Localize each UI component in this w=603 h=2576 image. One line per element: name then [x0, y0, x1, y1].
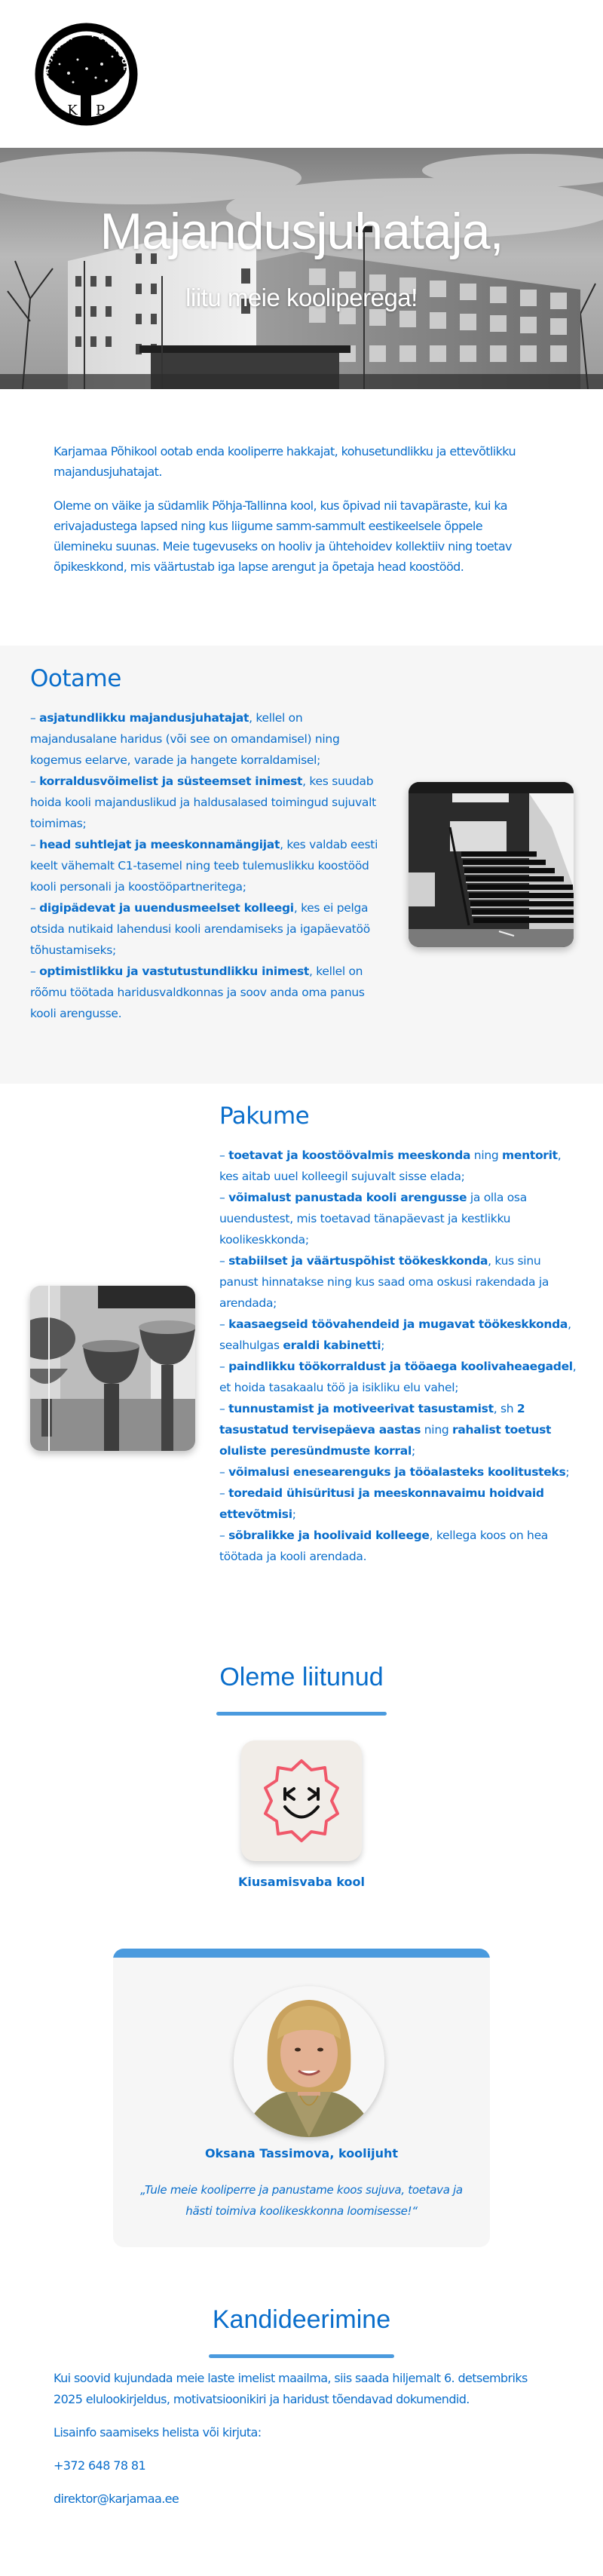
list-item-text: –: [219, 1529, 229, 1542]
intro-paragraph: Karjamaa Põhikool ootab enda kooliperre hakkajat, kohusetundlikku ja ettevõtlikku majandusjuhatajat.: [54, 444, 516, 479]
list-item-text: ja olla osa uuendustest, mis toetavad tänapäevast ja kestlikku koolikeskkonda;: [219, 1191, 527, 1247]
trophies-photo: [30, 1286, 195, 1451]
list-item-text: ning: [421, 1423, 453, 1437]
list-item-highlight: paindlikku töökorraldust ja tööaega koolivaheaegadel: [228, 1360, 573, 1373]
tree-logo-icon: [32, 20, 140, 128]
list-item-text: , kes aitab uuel kolleegil sujuvalt sisse elada;: [219, 1148, 562, 1183]
pakume-list: [219, 1145, 581, 1567]
list-item-highlight: võimalust panustada kooli arengusse: [228, 1191, 467, 1204]
list-item-text: , kellega koos on hea töötada ja kooli arendada.: [219, 1529, 549, 1563]
apply-text: Kui soovid kujundada meie laste imelist maailma, siis saada hiljemalt 6. detsembriks 2025 elulookirjeldus, motivatsioonikiri ja haridust tõendavad dokumendid.: [54, 2371, 528, 2406]
ootame-title: Ootame: [30, 665, 121, 692]
list-item: [219, 1525, 581, 1567]
list-item-text: –: [219, 1360, 229, 1373]
logo-arc-right: PÕHIKOOL: [90, 31, 130, 72]
principal-quote-card: [113, 1949, 490, 2247]
apply-section: [54, 2368, 551, 2522]
badge-label: Kiusamisvaba kool: [238, 1875, 365, 1889]
principal-avatar: [234, 1986, 384, 2137]
hero-subtitle: liitu meie kooliperega!: [185, 284, 418, 311]
list-item-highlight: korraldusvõimelist ja süsteemset inimest: [39, 774, 303, 788]
list-item-highlight: head suhtlejat ja meeskonnamängijat: [39, 838, 280, 851]
list-item-text: –: [219, 1402, 229, 1415]
list-item: – asjatundlikku majandusjuhatajat, kellel on majandusalane haridus (või see on omandamisel) ning kogemus eelarve, varade ja hangete korraldamisel;: [30, 711, 340, 767]
list-item: – head suhtlejat ja meeskonnamängijat, kes valdab eesti keelt vähemalt C1-tasemel ning teeb tulemuslikku koostööd kooli personali ja koostööpartneritega;: [30, 838, 378, 894]
list-item-highlight: toetavat ja koostöövalmis meeskonda: [228, 1148, 471, 1162]
ootame-list: [30, 707, 384, 1024]
list-item: [219, 1187, 581, 1250]
logo-initial-k: K: [67, 103, 78, 118]
list-item-text: –: [219, 1486, 229, 1500]
list-item-highlight: kaasaegseid töövahendeid ja mugavat töökeskkonda: [228, 1317, 568, 1331]
list-item-text: –: [219, 1465, 229, 1479]
list-item-highlight: asjatundlikku majandusjuhatajat: [39, 711, 249, 725]
pakume-title: Pakume: [219, 1102, 310, 1130]
list-item-highlight: 2 tasustatud tervisepäeva aastas: [219, 1402, 525, 1437]
list-item-text: –: [219, 1148, 229, 1162]
list-item-highlight: rahalist toetust oluliste peresündmuste korral: [219, 1423, 552, 1458]
list-item-highlight: sõbralikke ja hoolivaid kolleege: [228, 1529, 430, 1542]
list-item-highlight: digipädevat ja uuendusmeelset kolleegi: [39, 901, 294, 915]
apply-title-underline: [209, 2354, 394, 2358]
list-item-highlight: mentorit: [502, 1148, 558, 1162]
apply-title: Kandideerimine: [212, 2305, 391, 2334]
hero-banner: [0, 148, 603, 389]
list-item-highlight: eraldi kabinetti: [283, 1339, 381, 1352]
list-item: – korraldusvõimelist ja süsteemset inimest, kes suudab hoida kooli majanduslikud ja haldusalased toimingud sujuvalt toimimas;: [30, 774, 376, 830]
list-item-highlight: stabiilset ja väärtuspõhist töökeskkonda: [228, 1254, 488, 1268]
intro-paragraph: Oleme on väike ja südamlik Põhja-Tallinna kool, kus õpivad nii tavapäraste, kui ka erivajadustega lapsed ning kus liigume samm-sammult eestikeelsele õppele ülemineku suunas. Meie tugevuseks on hooliv ja ühtehoidev kollektiiv ning toetav õpikeskkond, mis väärtustab iga lapse arengut ja õpetaja head koostööd.: [54, 498, 512, 574]
list-item-text: , sh: [493, 1402, 517, 1415]
list-item-highlight: toredaid ühisüritusi ja meeskonnavaimu hoidvaid ettevõtmisi: [219, 1486, 544, 1521]
list-item: – optimistlikku ja vastutustundlikku inimest, kellel on rõõmu töötada haridusvaldkonnas ja soov anda oma panus kooli arengusse.: [30, 964, 365, 1020]
list-item: [219, 1483, 581, 1525]
school-logo[interactable]: [32, 20, 140, 128]
school-building-photo: [0, 148, 603, 389]
list-item-highlight: optimistlikku ja vastutustundlikku inimest: [39, 964, 309, 978]
principal-name: Oksana Tassimova, koolijuht: [204, 2146, 399, 2160]
card-accent-bar: [113, 1949, 490, 1958]
list-item-text: ;: [292, 1507, 296, 1521]
list-item-text: , sealhulgas: [219, 1317, 571, 1352]
list-item: – digipädevat ja uuendusmeelset kolleegi, kes ei pelga otsida nutikaid lahendusi kooli arendamiseks ja igapäevatöö tõhustamiseks;: [30, 901, 370, 957]
list-item-highlight: tunnustamist ja motiveerivat tasustamist: [228, 1402, 494, 1415]
list-item-text: –: [219, 1191, 229, 1204]
phone-link[interactable]: +372 648 78 81: [54, 2458, 146, 2473]
list-item: [219, 1398, 581, 1461]
list-item: [219, 1356, 581, 1398]
list-item-text: , kus sinu panust hinnatakse ning kus saad oma oskusi rakendada ja arendada;: [219, 1254, 549, 1310]
list-item-text: ning: [470, 1148, 503, 1162]
list-item-text: ;: [381, 1339, 385, 1352]
hero-title: Majandusjuhataja,: [99, 203, 504, 260]
intro-section: [54, 441, 543, 590]
logo-arc-left: KARJAMAA: [43, 33, 75, 81]
site-header: [0, 0, 603, 148]
list-item: [219, 1250, 581, 1314]
contact-intro: Lisainfo saamiseks helista või kirjuta:: [54, 2425, 262, 2440]
list-item-text: ;: [565, 1465, 570, 1479]
joined-title-underline: [216, 1712, 387, 1716]
list-item-text: –: [219, 1317, 229, 1331]
logo-initial-p: P: [95, 103, 106, 118]
list-item-highlight: võimalusi enesearenguks ja tööalasteks koolitusteks: [228, 1465, 566, 1479]
list-item: [219, 1314, 581, 1356]
list-item-text: , et hoida tasakaalu töö ja isikliku elu vahel;: [219, 1360, 577, 1394]
smiley-star-icon: [241, 1740, 362, 1861]
list-item-text: –: [219, 1254, 229, 1268]
list-item-text: ;: [411, 1444, 415, 1458]
stairs-photo: [409, 782, 574, 947]
list-item: [219, 1145, 581, 1187]
principal-quote: „Tule meie kooliperre ja panustame koos sujuva, toetava ja hästi toimiva koolikeskkonna loomisesse!“: [140, 2183, 463, 2218]
joined-title: Oleme liitunud: [219, 1663, 384, 1691]
email-link[interactable]: direktor@karjamaa.ee: [54, 2492, 179, 2506]
list-item: [219, 1461, 581, 1483]
kiusamisvaba-kool-badge[interactable]: [241, 1740, 362, 1861]
